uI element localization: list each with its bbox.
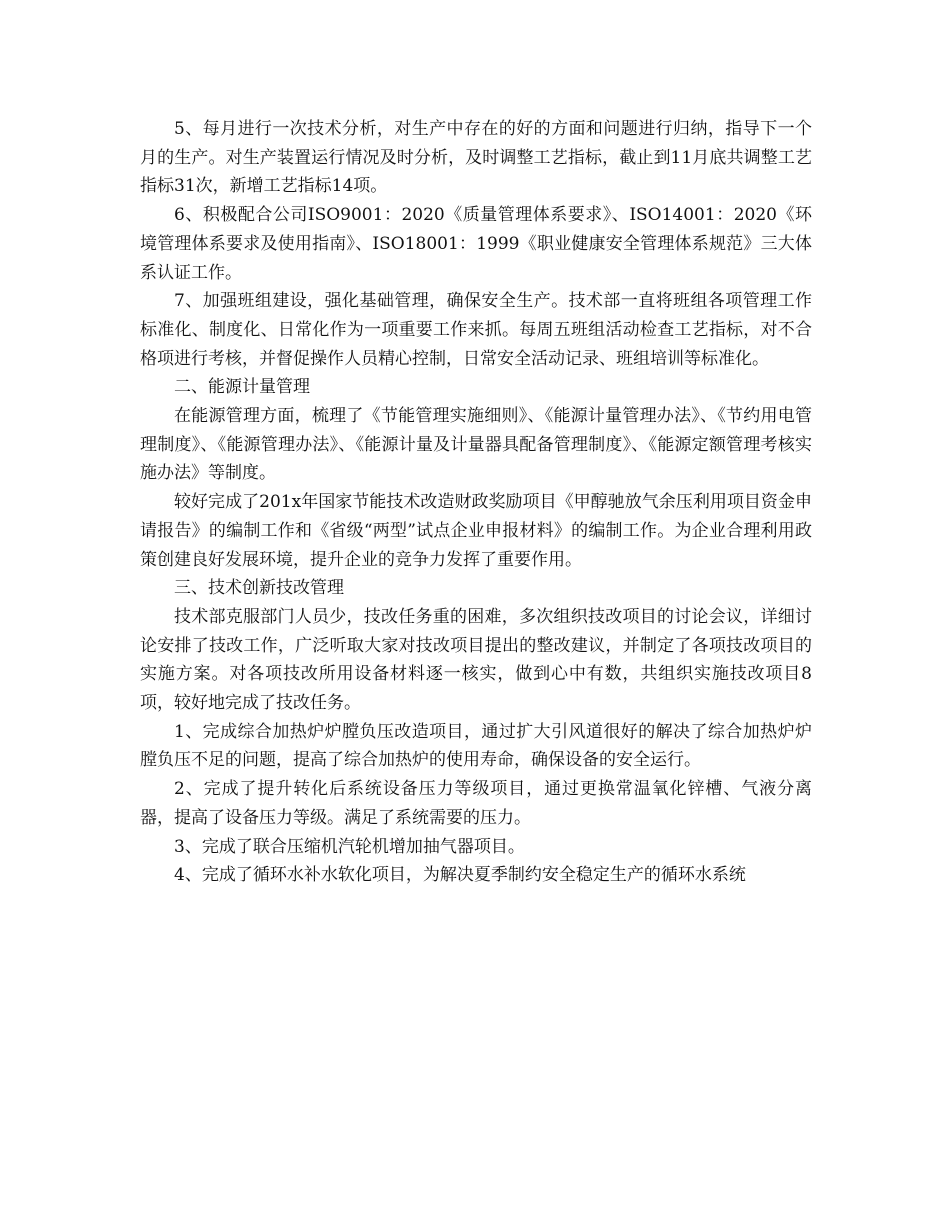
paragraph-energy-management: 在能源管理方面，梳理了《节能管理实施细则》、《能源计量管理办法》、《节约用电管理制度》、《能源管理办法》、《能源计量及计量器具配备管理制度》、《能源定额管理考核实施办法》等制度。 bbox=[140, 406, 812, 484]
paragraph-project-4: 4、完成了循环水补水软化项目，为解决夏季制约安全稳定生产的循环水系统 bbox=[174, 865, 746, 886]
section-heading-innovation: 三、技术创新技改管理 bbox=[174, 578, 344, 599]
paragraph-project-2: 2、完成了提升转化后系统设备压力等级项目，通过更换常温氧化锌槽、气液分离器，提高了设备压力等级。满足了系统需要的压力。 bbox=[140, 779, 812, 828]
paragraph-project-1: 1、完成综合加热炉炉膛负压改造项目，通过扩大引风道很好的解决了综合加热炉炉膛负压不足的问题，提高了综合加热炉的使用寿命，确保设备的安全运行。 bbox=[140, 721, 812, 771]
paragraph-project-3: 3、完成了联合压缩机汽轮机增加抽气器项目。 bbox=[174, 836, 525, 857]
paragraph-item-6: 6、积极配合公司ISO9001：2020《质量管理体系要求》、ISO14001：2020《环境管理体系要求及使用指南》、ISO18001：1999《职业健康安全管理体系规范》三大体系认证工作。 bbox=[140, 205, 812, 283]
paragraph-energy-project: 较好完成了201x年国家节能技术改造财政奖励项目《甲醇驰放气余压利用项目资金申请报告》的编制工作和《省级“两型”试点企业申报材料》的编制工作。为企业合理利用政策创建良好发展环境，提升企业的竞争力发挥了重要作用。 bbox=[140, 492, 812, 570]
document-page bbox=[140, 115, 812, 890]
paragraph-item-5: 5、每月进行一次技术分析，对生产中存在的好的方面和问题进行归纳，指导下一个月的生产。对生产装置运行情况及时分析，及时调整工艺指标，截止到11月底共调整工艺指标31次，新增工艺指标14项。 bbox=[140, 119, 812, 197]
paragraph-item-7: 7、加强班组建设，强化基础管理，确保安全生产。技术部一直将班组各项管理工作标准化、制度化、日常化作为一项重要工作来抓。每周五班组活动检查工艺指标，对不合格项进行考核，并督促操作人员精心控制，日常安全活动记录、班组培训等标准化。 bbox=[140, 291, 812, 369]
section-heading-energy: 二、能源计量管理 bbox=[174, 377, 310, 398]
paragraph-innovation-overview: 技术部克服部门人员少，技改任务重的困难，多次组织技改项目的讨论会议，详细讨论安排了技改工作，广泛听取大家对技改项目提出的整改建议，并制定了各项技改项目的实施方案。对各项技改所用设备材料逐一核实，做到心中有数，共组织实施技改项目8项，较好地完成了技改任务。 bbox=[140, 606, 812, 714]
